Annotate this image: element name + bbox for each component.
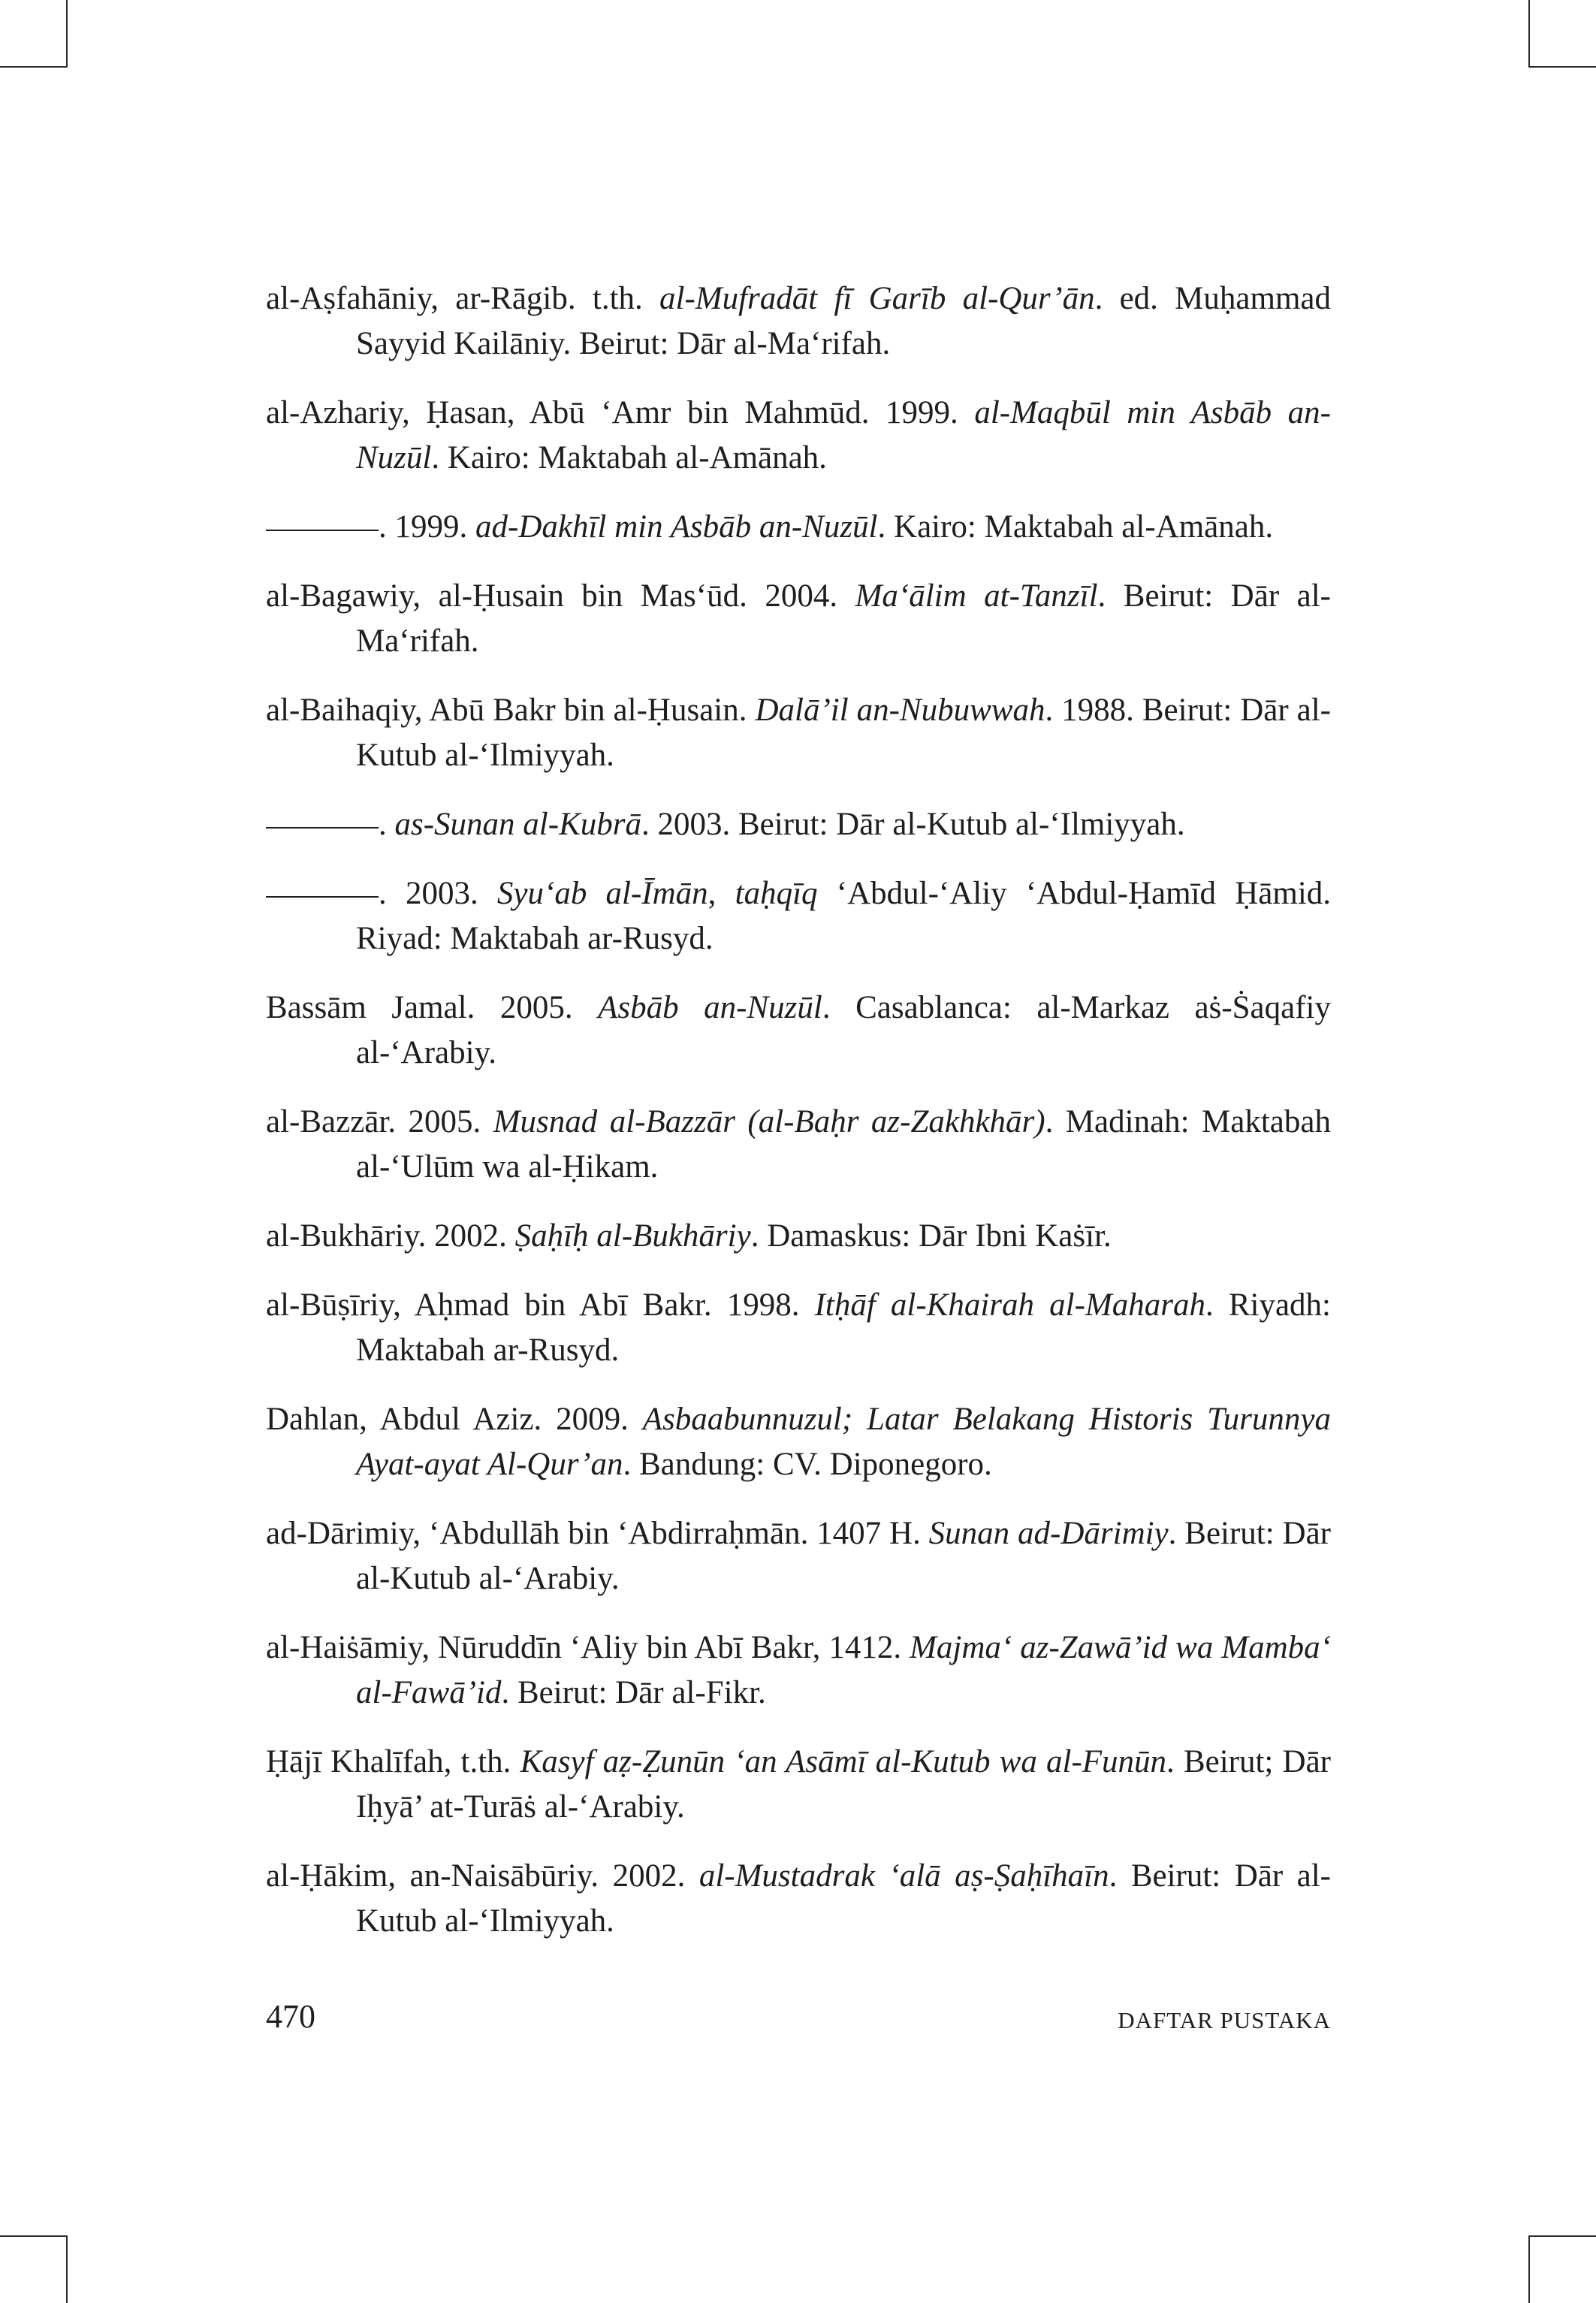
- bibliography-entry: [266, 1511, 1331, 1601]
- entry-title-italic: al-Mustadrak ‘alā aṣ-Ṣaḥīhaīn: [698, 1858, 1109, 1894]
- crop-mark: [1528, 0, 1530, 68]
- entry-text: al-Ḥākim, an-Naisābūriy. 2002.: [266, 1858, 699, 1894]
- entry-text: . Riyadh: Maktabah ar-Rusyd.: [356, 1287, 1331, 1368]
- entry-text: . 2003.: [379, 876, 497, 911]
- entry-title-italic: al-Mufradāt fī Garīb al-Qur’ān: [659, 281, 1095, 316]
- bibliography-list: [266, 276, 1331, 1968]
- entry-text: . Beirut: Dār al-Kutub al-‘Ilmiyyah.: [356, 1858, 1331, 1939]
- entry-title-italic: Asbāb an-Nuzūl: [598, 990, 822, 1025]
- entry-text: al-Bagawiy, al-Ḥusain bin Mas‘ūd. 2004.: [266, 578, 855, 614]
- entry-title-italic: taḥqīq: [735, 876, 818, 911]
- entry-text: .: [379, 807, 395, 842]
- bibliography-entry: [266, 1397, 1331, 1487]
- entry-text: . 1999.: [379, 509, 475, 545]
- entry-title-italic: ad-Dakhīl min Asbāb an-Nuzūl: [475, 509, 878, 545]
- crop-mark: [1528, 2235, 1530, 2303]
- entry-text: ,: [707, 876, 735, 911]
- entry-text: al-Bukhāriy. 2002.: [266, 1218, 515, 1254]
- entry-text: . Damaskus: Dār Ibni Kaṡīr.: [750, 1218, 1112, 1254]
- entry-title-italic: Ma‘ālim at-Tanzīl: [855, 578, 1098, 614]
- entry-text: . ed. Muḥammad Sayyid Kailāniy. Beirut: Dār al-Ma‘rifah.: [356, 281, 1331, 361]
- entry-title-italic: Itḥāf al-Khairah al-Maharah: [814, 1287, 1205, 1323]
- entry-text: . Beirut: Dār al-Kutub al-‘Arabiy.: [356, 1516, 1332, 1596]
- entry-title-italic: Asbaabunnuzul; Latar Belakang Historis Turunnya Ayat-ayat Al-Qur’an: [356, 1402, 1331, 1482]
- entry-title-italic: Dalā’il an-Nubuwwah: [755, 693, 1045, 728]
- bibliography-entry: [266, 1854, 1331, 1944]
- bibliography-entry: [266, 391, 1331, 481]
- entry-text: ad-Dārimiy, ‘Abdullāh bin ‘Abdirraḥmān. 1407 H.: [266, 1516, 929, 1551]
- page-number: 470: [266, 1998, 315, 2035]
- entry-text: . Beirut; Dār Iḥyā’ at-Turāṡ al-‘Arabiy.: [356, 1744, 1331, 1825]
- entry-title-italic: Kasyf aẓ-Ẓunūn ‘an Asāmī al-Kutub wa al-Funūn: [520, 1744, 1167, 1779]
- bibliography-entry: [266, 1625, 1331, 1716]
- bibliography-entry: [266, 505, 1331, 550]
- entry-text: . Madinah: Maktabah al-‘Ulūm wa al-Ḥikam.: [356, 1104, 1331, 1185]
- bibliography-entry: [266, 1283, 1331, 1373]
- entry-text: al-Azhariy, Ḥasan, Abū ‘Amr bin Mahmūd. 1999.: [266, 395, 975, 430]
- entry-title-italic: Musnad al-Bazzār (al-Baḥr az-Zakhkhār): [493, 1104, 1045, 1139]
- entry-text: . Beirut: Dār al-Ma‘rifah.: [356, 578, 1331, 659]
- entry-title-italic: al-Maqbūl min Asbāb an-Nuzūl: [356, 395, 1331, 475]
- entry-text: Bassām Jamal. 2005.: [266, 990, 599, 1025]
- entry-title-italic: Syu‘ab al-Īmān: [496, 876, 708, 911]
- entry-text: Ḥājī Khalīfah, t.th.: [266, 1744, 520, 1779]
- bibliography-entry: [266, 688, 1331, 778]
- entry-text: al-Bazzār. 2005.: [266, 1104, 493, 1139]
- entry-text: . Bandung: CV. Diponegoro.: [623, 1447, 992, 1482]
- bibliography-entry: [266, 802, 1331, 847]
- crop-mark: [1528, 2235, 1596, 2237]
- entry-text: al-Aṣfahāniy, ar-Rāgib. t.th.: [266, 281, 660, 316]
- entry-text: . Casablanca: al-Markaz aṡ-Ṡaqafiy al-‘Arabiy.: [356, 990, 1331, 1070]
- bibliography-entry: [266, 985, 1331, 1076]
- crop-mark: [0, 2235, 68, 2237]
- running-head: DAFTAR PUSTAKA: [1118, 2007, 1331, 2033]
- bibliography-entry: [266, 574, 1331, 664]
- crop-mark: [66, 2235, 68, 2303]
- bibliography-entry: [266, 1100, 1331, 1190]
- entry-text: al-Baihaqiy, Abū Bakr bin al-Ḥusain.: [266, 693, 756, 728]
- entry-text: al-Haiṡāmiy, Nūruddīn ‘Aliy bin Abī Bakr, 1412.: [266, 1630, 910, 1665]
- repeat-author-dash: [266, 827, 379, 829]
- entry-text: al-Būṣīriy, Aḥmad bin Abī Bakr. 1998.: [266, 1287, 815, 1323]
- entry-text: . Beirut: Dār al-Fikr.: [501, 1675, 766, 1710]
- entry-text: Dahlan, Abdul Aziz. 2009.: [266, 1402, 643, 1437]
- bibliography-entry: [266, 1214, 1331, 1259]
- entry-title-italic: Ṣaḥīḥ al-Bukhāriy: [514, 1218, 751, 1254]
- repeat-author-dash: [266, 530, 379, 531]
- entry-title-italic: as-Sunan al-Kubrā: [394, 807, 641, 842]
- entry-text: . 1988. Beirut: Dār al-Kutub al-‘Ilmiyyah.: [356, 693, 1331, 773]
- entry-title-italic: Sunan ad-Dārimiy: [928, 1516, 1169, 1551]
- crop-mark: [66, 0, 68, 68]
- entry-text: . 2003. Beirut: Dār al-Kutub al-‘Ilmiyyah.: [641, 807, 1185, 842]
- entry-title-italic: Majma‘ az-Zawā’id wa Mamba‘ al-Fawā’id: [356, 1630, 1331, 1710]
- entry-text: . Kairo: Maktabah al-Amānah.: [431, 440, 827, 475]
- repeat-author-dash: [266, 896, 379, 898]
- bibliography-entry: [266, 1740, 1331, 1830]
- bibliography-entry: [266, 871, 1331, 961]
- entry-text: . Kairo: Maktabah al-Amānah.: [877, 509, 1274, 545]
- entry-text: ‘Abdul-‘Aliy ‘Abdul-Ḥamīd Ḥāmid. Riyad: Maktabah ar-Rusyd.: [356, 876, 1332, 956]
- crop-mark: [0, 66, 68, 68]
- crop-mark: [1528, 66, 1596, 68]
- bibliography-entry: [266, 276, 1331, 367]
